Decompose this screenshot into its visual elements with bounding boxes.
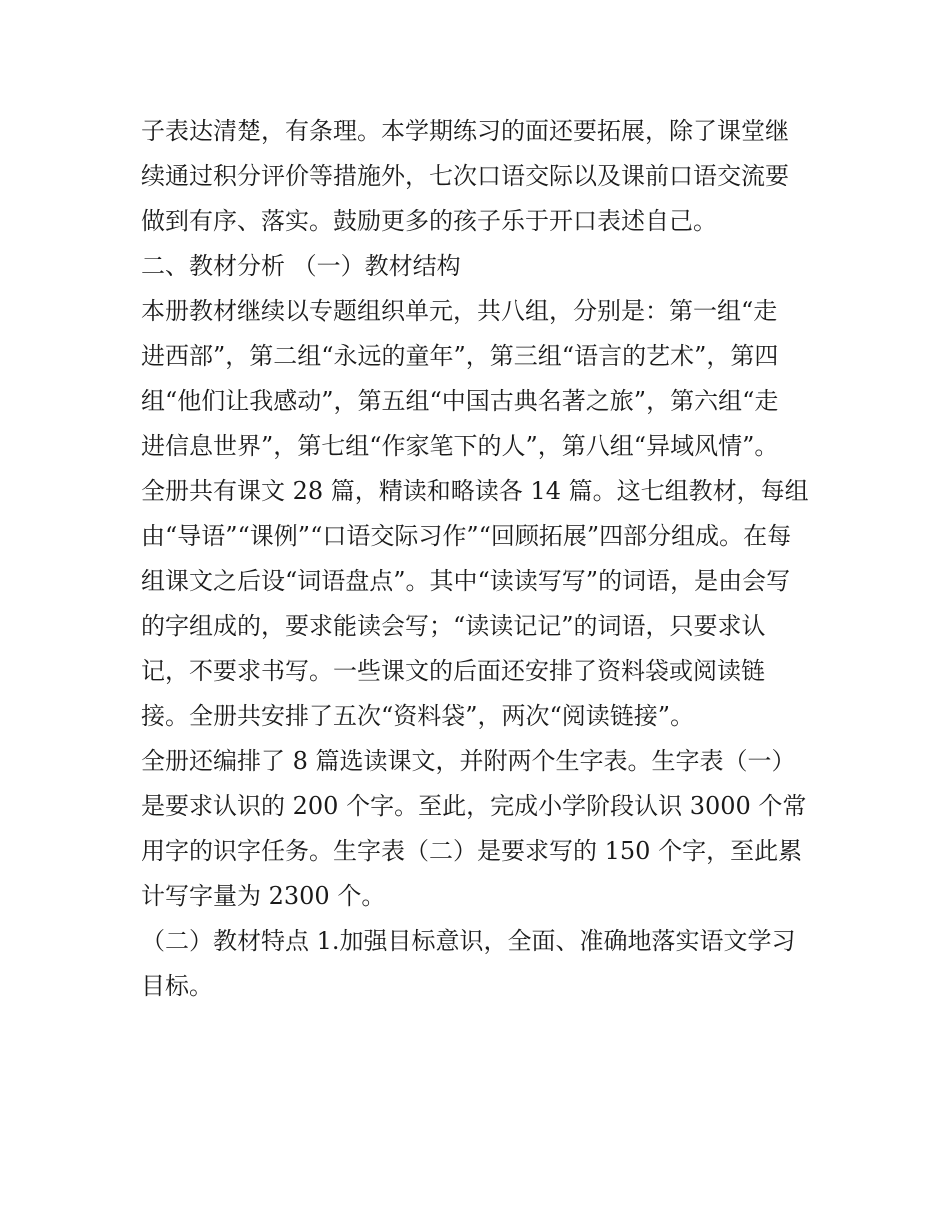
text-line: 的字组成的，要求能读会写；“读读记记”的词语，只要求认 [141, 612, 766, 640]
text-line: 全册还编排了 8 篇选读课文，并附两个生字表。生字表（一） [141, 747, 796, 775]
text-line: 进西部”，第二组“永远的童年”，第三组“语言的艺术”，第四 [141, 342, 779, 370]
text-line: 全册共有课文 28 篇，精读和略读各 14 篇。这七组教材，每组 [141, 477, 809, 505]
text-line: 计写字量为 2300 个。 [141, 882, 386, 910]
body-text [141, 109, 821, 1009]
text-line: 续通过积分评价等措施外，七次口语交际以及课前口语交流要 [141, 162, 789, 190]
text-line: 目标。 [141, 972, 213, 1000]
text-line: 接。全册共安排了五次“资料袋”，两次“阅读链接”。 [141, 702, 695, 730]
text-line: 组课文之后设“词语盘点”。其中“读读写写”的词语，是由会写 [141, 567, 791, 595]
text-line: 组“他们让我感动”，第五组“中国古典名著之旅”，第六组“走 [141, 387, 779, 415]
text-line: 用字的识字任务。生字表（二）是要求写的 150 个字，至此累 [141, 837, 803, 865]
text-line: 记，不要求书写。一些课文的后面还安排了资料袋或阅读链 [141, 657, 765, 685]
subsection-heading: （二）教材特点 1.加强目标意识，全面、准确地落实语文学习 [141, 927, 796, 955]
text-line: 做到有序、落实。鼓励更多的孩子乐于开口表述自己。 [141, 207, 717, 235]
text-line: 本册教材继续以专题组织单元，共八组，分别是：第一组“走 [141, 297, 778, 325]
text-line: 进信息世界”，第七组“作家笔下的人”，第八组“异域风情”。 [141, 432, 779, 460]
text-line: 由“导语”“课例”“口语交际习作”“回顾拓展”四部分组成。在每 [141, 522, 792, 550]
section-heading: 二、教材分析 （一）教材结构 [141, 252, 461, 280]
text-line: 是要求认识的 200 个字。至此，完成小学阶段认识 3000 个常 [141, 792, 807, 820]
text-line: 子表达清楚，有条理。本学期练习的面还要拓展，除了课堂继 [141, 117, 789, 145]
